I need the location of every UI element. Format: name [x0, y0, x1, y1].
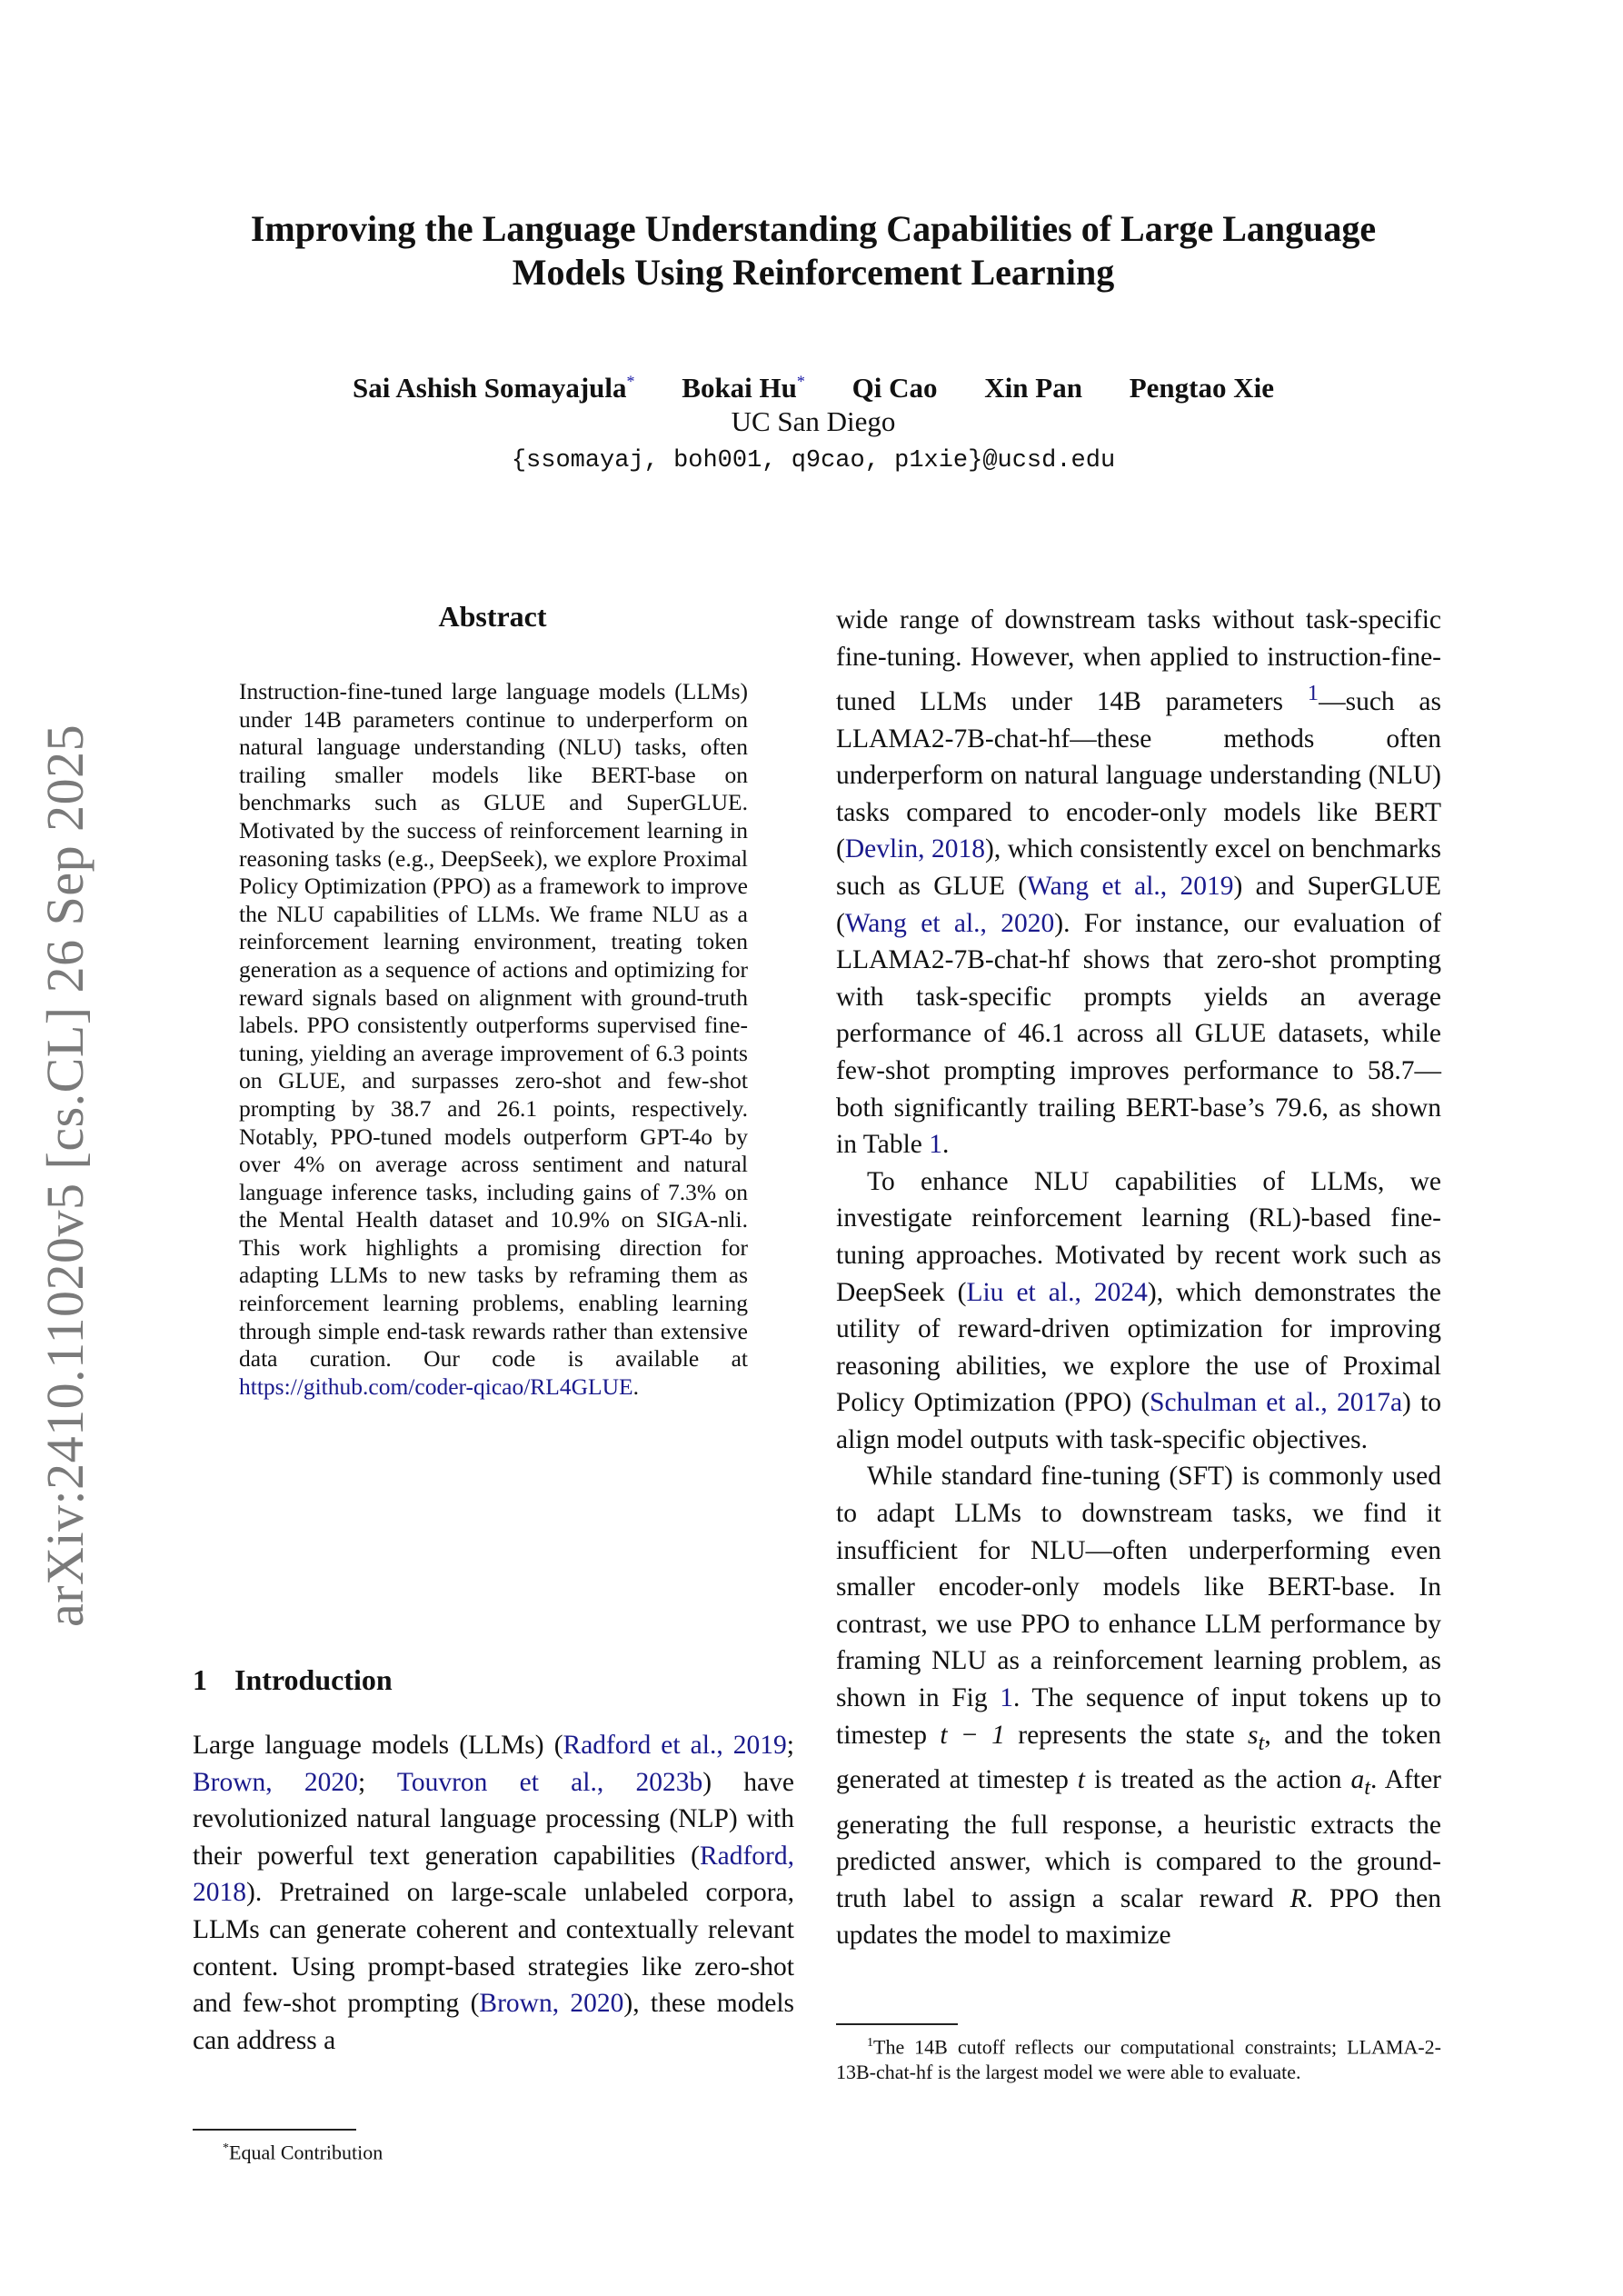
text: ), which consistently excel on benchmarks such as GLUE (	[836, 834, 1441, 901]
abstract-text: Instruction-fine-tuned large language models (LLMs) under 14B parameters continue to underperform on natural language understanding (NLU) tasks, often trailing smaller models like BERT-base on benchmarks such as GLUE and SuperGLUE. Motivated by the success of reinforcement learning in reasoning tasks (e.g., DeepSeek), we explore Proximal Policy Optimization (PPO) as a framework to improve the NLU capabilities of LLMs. We frame NLU as a reinforcement learning environment, treating token generation as a sequence of actions and optimizing for reward signals based on alignment with ground-truth labels. PPO consistently outperforms supervised fine-tuning, yielding an average improvement of 6.3 points on GLUE, and surpasses zero-shot and few-shot prompting by 38.7 and 26.1 points, respectively. Notably, PPO-tuned models outperform GPT-4o by over 4% on average across sentiment and natural language inference tasks, including gains of 7.3% on the Mental Health dataset and 10.9% on SIGA-nli. This work highlights a promising direction for adapting LLMs to new tasks by reframing them as reinforcement learning problems, enabling learning through simple end-task rewards rather than extensive data curation. Our code is available at	[239, 678, 748, 1373]
section-heading-introduction	[193, 1663, 393, 1697]
title-line-1: Improving the Language Understanding Capabilities of Large Language	[250, 208, 1377, 249]
citation-link[interactable]: Brown, 2020	[479, 1989, 624, 2019]
citation-link[interactable]: Wang et al., 2020	[844, 908, 1055, 938]
author	[682, 372, 805, 404]
intro-paragraph-3	[836, 1458, 1441, 1954]
author-name: Xin Pan	[984, 372, 1082, 404]
text: To enhance NLU capabilities of LLMs, we investigate reinforcement learning (RL)-based fine-tuning approaches. Motivated by recent work such as DeepSeek (	[836, 1166, 1441, 1307]
author	[353, 372, 635, 404]
text: While standard fine-tuning (SFT) is commonly used to adapt LLMs to downstream tasks, we find it insufficient for NLU—often underperforming even smaller encoder-only models like BERT-base. In contrast, we use PPO to enhance LLM performance by framing NLU as a reinforcement learning problem, as shown in Fig	[836, 1462, 1441, 1713]
text: is treated as the action	[1085, 1765, 1351, 1795]
figure-reference-link[interactable]: 1	[1000, 1683, 1014, 1713]
text: ) and SuperGLUE (	[836, 871, 1442, 938]
text: represents the state	[1004, 1720, 1249, 1750]
abstract-end: .	[632, 1373, 639, 1400]
equal-contribution-mark[interactable]: *	[796, 373, 805, 391]
citation-link[interactable]: Liu et al., 2024	[966, 1277, 1148, 1307]
footnote-rule	[193, 2129, 356, 2131]
citation-link[interactable]: Schulman et al., 2017a	[1150, 1388, 1403, 1418]
citation-link[interactable]: Wang et al., 2019	[1027, 871, 1234, 901]
text: ) to align model outputs with task-specific objectives.	[836, 1388, 1441, 1454]
citation-link[interactable]: Radford, 2018	[193, 1841, 794, 1908]
text: wide range of downstream tasks without task-specific fine-tuning. However, when applied to instruction-fine-tuned LLMs under 14B parameters	[836, 605, 1441, 717]
author-name: Bokai Hu	[682, 372, 797, 404]
table-reference-link[interactable]: 1	[929, 1130, 943, 1160]
title-line-2: Models Using Reinforcement Learning	[512, 252, 1115, 293]
text: ). Pretrained on large-scale unlabeled corpora, LLMs can generate coherent and contextually relevant content. Using prompt-based strategies like zero-shot and few-shot prompting (	[193, 1878, 794, 2019]
footnote-mark: *	[223, 2141, 229, 2155]
citation-link[interactable]: Touvron et al., 2023b	[396, 1767, 703, 1797]
math-subscript: t	[1364, 1775, 1371, 1801]
arxiv-identifier[interactable]: arXiv:2410.11020v5 [cs.CL] 26 Sep 2025	[35, 724, 95, 1627]
math-expression: a	[1350, 1765, 1365, 1795]
author-name: Pengtao Xie	[1129, 372, 1274, 404]
author-name: Sai Ashish Somayajula	[353, 372, 627, 404]
author	[984, 372, 1082, 404]
intro-paragraph-2	[836, 1163, 1441, 1459]
text: —such as LLAMA2-7B-chat-hf—these methods often underperform on natural language understanding (NLU) tasks compared to encoder-only models like BERT (	[836, 687, 1441, 864]
abstract-body	[239, 678, 748, 1401]
footnote-text: Equal Contribution	[229, 2141, 383, 2164]
text: ;	[786, 1731, 794, 1760]
text: . After generating the full response, a heuristic extracts the predicted answer, which is compared to the ground-truth label to assign a scalar reward	[836, 1765, 1441, 1913]
text: Large language models (LLMs) (	[193, 1731, 563, 1760]
footnote-rule	[836, 2023, 958, 2025]
text: .	[942, 1130, 950, 1160]
text: ), these models can address a	[193, 1989, 794, 2055]
math-expression: t − 1	[940, 1720, 1005, 1750]
intro-paragraph-1-start	[193, 1727, 794, 2059]
author	[852, 372, 938, 404]
equal-contribution-mark[interactable]: *	[626, 373, 635, 391]
section-title: Introduction	[234, 1663, 393, 1696]
footnote-text: The 14B cutoff reflects our computational constraints; LLAMA-2-13B-chat-hf is the largest model we were able to evaluate.	[836, 2035, 1441, 2084]
code-repository-link[interactable]: https://github.com/coder-qicao/RL4GLUE	[239, 1373, 633, 1400]
text: . The sequence of input tokens up to timestep	[836, 1683, 1441, 1750]
math-subscript: t	[1258, 1730, 1265, 1755]
text: ). For instance, our evaluation of LLAMA2-7B-chat-hf shows that zero-shot prompting with task-specific prompts yields an average performance of 46.1 across all GLUE datasets, while few-shot prompting improves performance to 58.7—both significantly trailing BERT-base’s 79.6, as shown in Table	[836, 908, 1441, 1160]
author	[1130, 372, 1274, 404]
math-expression: R	[1289, 1883, 1307, 1913]
footnote-mark: 1	[867, 2036, 873, 2050]
citation-link[interactable]: Radford et al., 2019	[563, 1731, 787, 1760]
footnote-equal-contribution	[223, 2136, 786, 2165]
footnote-reference-link[interactable]: 1	[1307, 681, 1319, 706]
text: ) have revolutionized natural language processing (NLP) with their powerful text generation capabilities (	[193, 1767, 794, 1871]
affiliation: UC San Diego	[731, 405, 896, 437]
intro-right-column	[836, 602, 1441, 1954]
math-expression: t	[1077, 1765, 1085, 1795]
section-number: 1	[193, 1663, 207, 1696]
paper-title	[182, 207, 1445, 294]
intro-left-column	[193, 1727, 794, 2059]
abstract-heading: Abstract	[438, 600, 547, 633]
citation-link[interactable]: Devlin, 2018	[844, 834, 985, 864]
author-name: Qi Cao	[851, 372, 938, 404]
author-list	[182, 364, 1445, 406]
footnote-1	[836, 2031, 1441, 2085]
text: ;	[357, 1767, 397, 1797]
math-expression: s	[1248, 1720, 1259, 1750]
author-emails: {ssomayaj, boh001, q9cao, p1xie}@ucsd.edu	[511, 447, 1116, 474]
text: , and the token generated at timestep	[836, 1720, 1441, 1795]
text: . PPO then updates the model to maximize	[836, 1883, 1441, 1951]
citation-link[interactable]: Brown, 2020	[193, 1767, 358, 1797]
text: ), which demonstrates the utility of reward-driven optimization for improving reasoning abilities, we explore the use of Proximal Policy Optimization (PPO) (	[836, 1277, 1441, 1418]
intro-paragraph-1-cont	[836, 602, 1441, 1163]
